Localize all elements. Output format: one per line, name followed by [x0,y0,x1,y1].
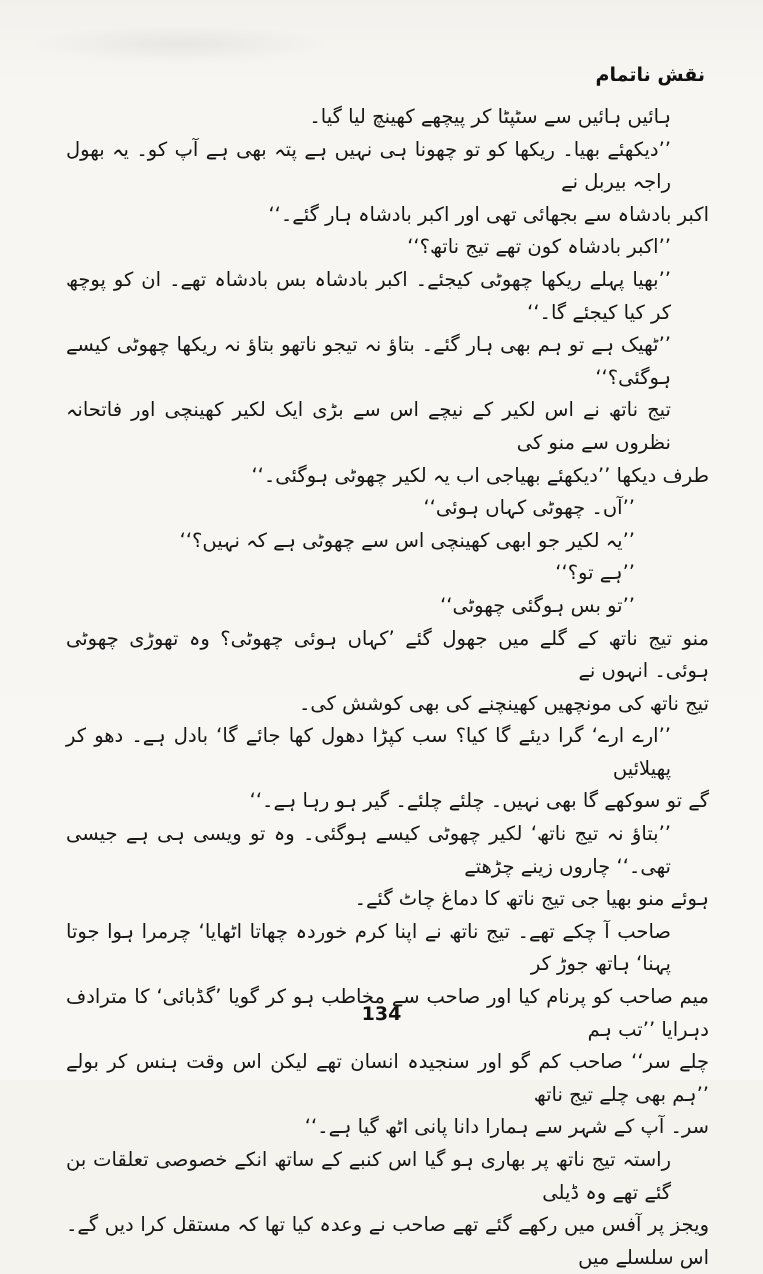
text-line: راستہ تیج ناتھ پر بھاری ہو گیا اس کنبے کے ساتھ انکے خصوصی تعلقات بن گئے تھے وہ ڈیلی [66,1148,671,1204]
text-line: ہوئے منو بھیا جی تیج ناتھ کا دماغ چاٹ گئے۔ [354,887,709,911]
text-line: ’’تو بس ہوگئی چھوٹی‘‘ [440,593,635,617]
text-line: ہائیں ہائیں سے سٹپٹا کر پیچھے کھینچ لیا گیا۔ [309,105,671,128]
text-line: طرف دیکھا ’’دیکھئے بھیاجی اب یہ لکیر چھوٹی ہوگئی۔‘‘ [251,463,709,487]
text-line: ’’یہ لکیر جو ابھی کھینچی اس سے چھوٹی ہے کہ نہیں؟‘‘ [179,528,635,552]
text-line: ’’بتاؤ نہ تیج ناتھ‘ لکیر چھوٹی کیسے ہوگئی۔ وہ تو ویسی ہی ہے جیسی تھی۔‘‘ چاروں زینے چڑھتے [66,822,671,878]
scan-artifact [30,24,330,64]
text-line: ’’آں۔ چھوٹی کہاں ہوئی‘‘ [423,496,635,520]
body-text [66,101,709,1274]
text-line: صاحب آ چکے تھے۔ تیج ناتھ نے اپنا کرم خوردہ چھاتا اٹھایا‘ چرمرا ہوا جوتا پہنا‘ ہاتھ جوڑ کر [66,919,671,976]
text-line: ’’بھیا پہلے ریکھا چھوٹی کیجئے۔ اکبر بادشاہ بس بادشاہ تھے۔ ان کو پوچھ کر کیا کیجئے گا۔‘‘ [66,267,671,324]
page-number: 134 [361,1003,402,1025]
text-line: ’’ٹھیک ہے تو ہم بھی ہار گئے۔ بتاؤ نہ تیجو ناتھو بتاؤ نہ ریکھا چھوٹی کیسے ہوگئی؟‘‘ [66,333,671,389]
running-title: نقش ناتمام [595,64,705,86]
text-line: ویجز پر آفس میں رکھے گئے تھے صاحب نے وعدہ کیا تھا کہ مستقل کرا دیں گے۔ اس سلسلے میں [66,1213,709,1269]
text-line: اکبر بادشاہ سے بجھائی تھی اور اکبر بادشاہ ہار گئے۔‘‘ [268,202,709,226]
text-line: سر۔ آپ کے شہر سے ہمارا دانا پانی اٹھ گیا ہے۔‘‘ [304,1115,709,1139]
text-line: تیج ناتھ کی مونچھیں کھینچنے کی بھی کوشش کی۔ [298,691,709,715]
text-line: ’’ارے ارے‘ گرا دیئے گا کیا؟ سب کپڑا دھول کھا جائے گا‘ بادل ہے۔ دھو کر پھیلائیں [66,724,671,780]
text-line: ’’ہے تو؟‘‘ [555,561,635,585]
text-line: تیج ناتھ نے اس لکیر کے نیچے اس سے بڑی ایک لکیر کھینچی اور فاتحانہ نظروں سے منو کی [66,398,671,454]
text-line: گے تو سوکھے گا بھی نہیں۔ چلئے چلئے۔ گیر ہو رہا ہے۔‘‘ [249,789,709,813]
text-line: ’’اکبر بادشاہ کون تھے تیج ناتھ؟‘‘ [407,235,671,259]
text-line: چلے سر‘‘ صاحب کم گو اور سنجیدہ انسان تھے لیکن اس وقت ہنس کر بولے ’’ہم بھی چلے تیج ناتھ [66,1050,709,1106]
text-line: ’’دیکھئے بھیا۔ ریکھا کو تو چھونا ہی نہیں ہے پتہ بھی ہے آپ کو۔ یہ بھول راجہ بیربل نے [66,137,671,194]
text-line: منو تیج ناتھ کے گلے میں جھول گئے ’کہاں ہوئی چھوٹی؟ وہ تھوڑی چھوٹی ہوئی۔ انہوں نے [66,626,709,683]
text-line: میم صاحب کو پرنام کیا اور صاحب سے مخاطب ہو کر گویا ’گڈبائی‘ کا مترادف دہرایا ’’تب ہم [66,985,709,1041]
